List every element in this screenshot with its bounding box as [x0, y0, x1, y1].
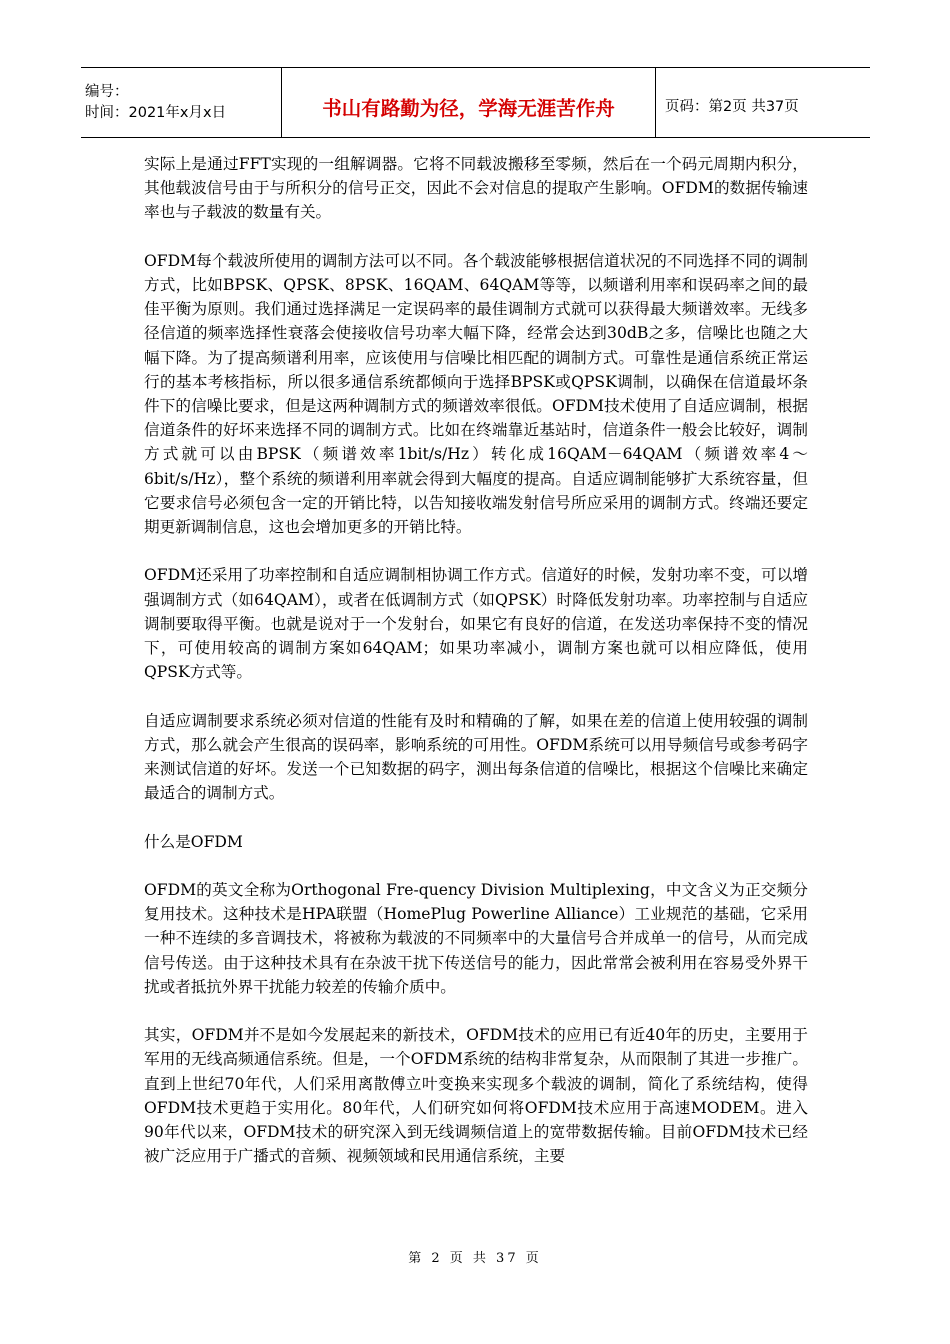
header-date: 时间：2021年x月x日: [85, 104, 227, 121]
paragraph: OFDM还采用了功率控制和自适应调制相协调工作方式。信道好的时候，发射功率不变，可以增强调制方式（如64QAM），或者在低调制方式（如QPSK）时降低发射功率。功率控制与自适应调制要取得平衡。也就是说对于一个发射台，如果它有良好的信道，在发送功率保持不变的情况下，可使用较高的调制方案如64QAM；如果功率减小，调制方案也就可以相应降低，使用QPSK方式等。: [144, 566, 808, 682]
page-header: [81, 67, 870, 138]
paragraph: 其实，OFDM并不是如今发展起来的新技术，OFDM技术的应用已有近40年的历史，主要用于军用的无线高频通信系统。但是，一个OFDM系统的结构非常复杂，从而限制了其进一步推广。直到上世纪70年代，人们采用离散傅立叶变换来实现多个载波的调制，简化了系统结构，使得OFDM技术更趋于实用化。80年代，人们研究如何将OFDM技术应用于高速MODEM。进入90年代以来，OFDM技术的研究深入到无线调频信道上的宽带数据传输。目前OFDM技术已经被广泛应用于广播式的音频、视频领域和民用通信系统，主要: [144, 1026, 808, 1166]
header-motto: 书山有路勤为径，学海无涯苦作舟: [282, 68, 656, 137]
document-body: [144, 152, 808, 1193]
header-page-info: 页码：第2页 共37页: [665, 99, 799, 115]
paragraph: OFDM的英文全称为Orthogonal Fre-quency Division Multiplexing，中文含义为正交频分复用技术。这种技术是HPA联盟（HomePlug Powerline Alliance）工业规范的基础，它采用一种不连续的多音调技术，将被称为载波的不同频率中的大量信号合并成单一的信号，从而完成信号传送。由于这种技术具有在杂波干扰下传送信号的能力，因此常常会被利用在容易受外界干扰或者抵抗外界干扰能力较差的传输介质中。: [144, 881, 808, 996]
section-heading: 什么是OFDM: [144, 832, 243, 851]
paragraph: 自适应调制要求系统必须对信道的性能有及时和精确的了解，如果在差的信道上使用较强的调制方式，那么就会产生很高的误码率，影响系统的可用性。OFDM系统可以用导频信号或参考码字来测试信道的好坏。发送一个已知数据的码字，测出每条信道的信噪比，根据这个信噪比来确定最适合的调制方式。: [144, 711, 808, 803]
header-meta: [81, 68, 282, 137]
page-footer: 第 2 页 共 37 页: [408, 1251, 542, 1266]
header-number-label: 编号：: [85, 83, 129, 100]
paragraph: OFDM每个载波所使用的调制方法可以不同。各个载波能够根据信道状况的不同选择不同的调制方式，比如BPSK、QPSK、8PSK、16QAM、64QAM等等，以频谱利用率和误码率之间的最佳平衡为原则。我们通过选择满足一定误码率的最佳调制方式就可以获得最大频谱效率。无线多径信道的频率选择性衰落会使接收信号功率大幅下降，经常会达到30dB之多，信噪比也随之大幅下降。为了提高频谱利用率，应该使用与信噪比相匹配的调制方式。可靠性是通信系统正常运行的基本考核指标，所以很多通信系统都倾向于选择BPSK或QPSK调制，以确保在信道最坏条件下的信噪比要求，但是这两种调制方式的频谱效率很低。OFDM技术使用了自适应调制，根据信道条件的好坏来选择不同的调制方式。比如在终端靠近基站时，信道条件一般会比较好，调制方式就可以由BPSK（频谱效率1bit/s/Hz）转化成16QAM－64QAM（频谱效率4～6bit/s/Hz），整个系统的频谱利用率就会得到大幅度的提高。自适应调制能够扩大系统容量，但它要求信号必须包含一定的开销比特，以告知接收端发射信号所应采用的调制方式。终端还要定期更新调制信息，这也会增加更多的开销比特。: [144, 251, 808, 537]
paragraph: 实际上是通过FFT实现的一组解调器。它将不同载波搬移至零频，然后在一个码元周期内积分，其他载波信号由于与所积分的信号正交，因此不会对信息的提取产生影响。OFDM的数据传输速率也与子载波的数量有关。: [144, 155, 808, 222]
